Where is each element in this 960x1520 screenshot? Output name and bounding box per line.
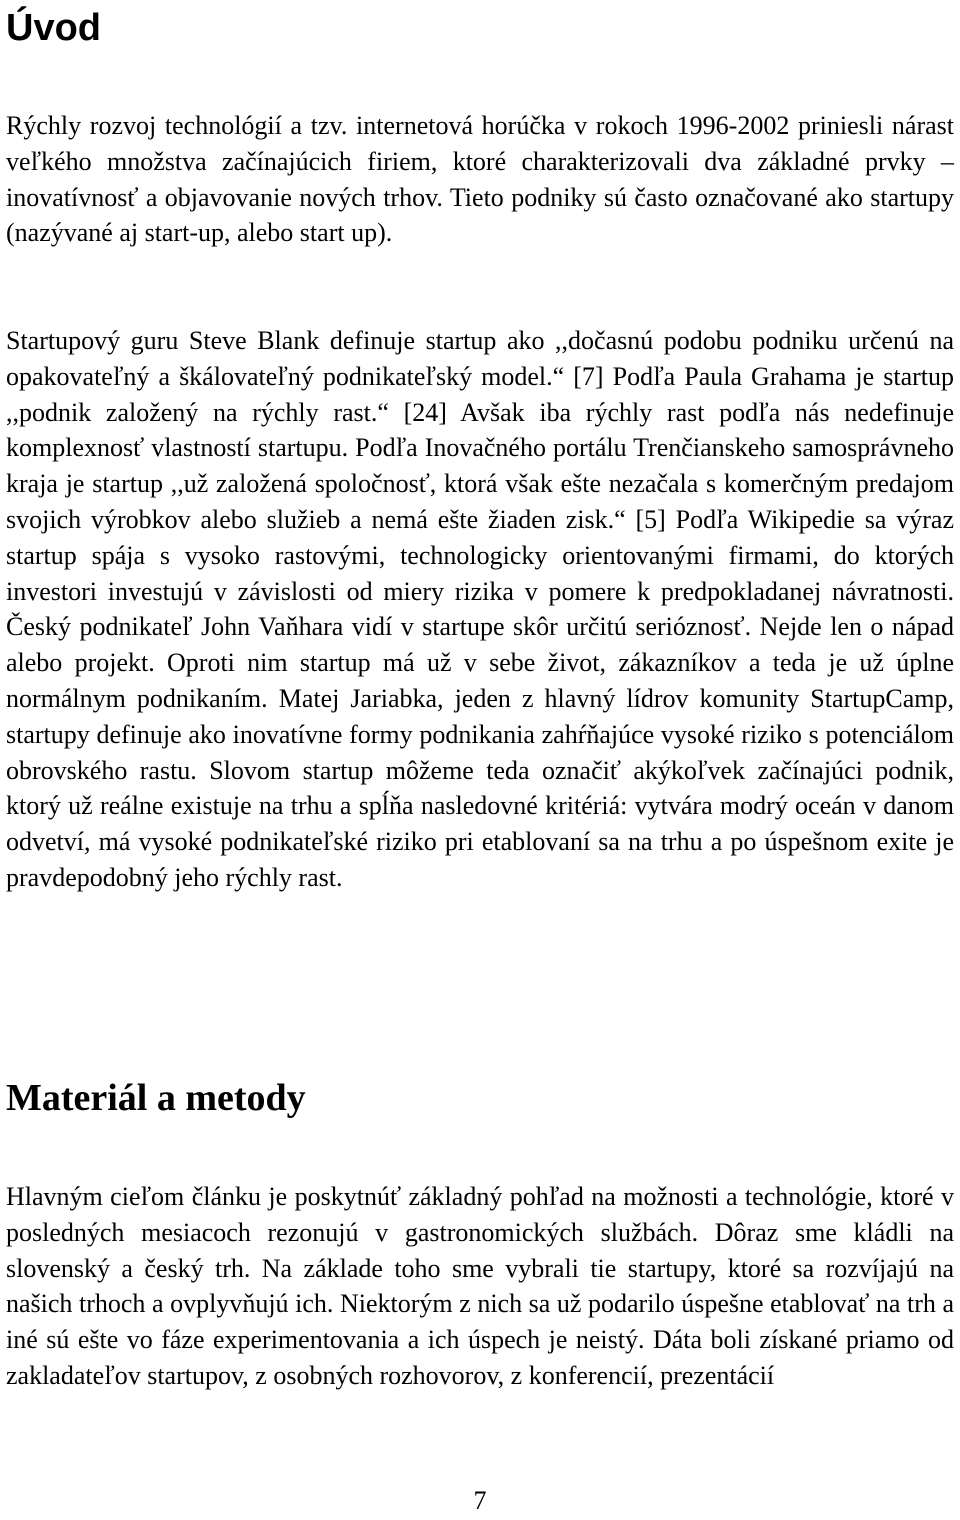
section-heading-methods: Materiál a metody xyxy=(6,1077,306,1119)
intro-paragraph-2: Startupový guru Steve Blank definuje startup ako ,,dočasnú podobu podniku určenú na opakovateľný a škálovateľný podnikateľský model.“ [7] Podľa Paula Grahama je startup ,,podnik založený na rýchly rast.“ [24] Avšak iba rýchly rast podľa nás nedefinuje komplexnosť vlastností startupu. Podľa Inovačného portálu Trenčianskeho samosprávneho kraja je startup ,,už založená spoločnosť, ktorá však ešte nezačala s komerčným predajom svojich výrobkov alebo služieb a nemá ešte žiaden zisk.“ [5] Podľa Wikipedie sa výraz startup spája s vysoko rastovými, technologicky orientovanými firmami, do ktorých investori investujú v závislosti od miery rizika v pomere k predpokladanej návratnosti. Český podnikateľ John Vaňhara vidí v startupe skôr určitú serióznosť. Nejde len o nápad alebo projekt. Oproti nim startup má už v sebe život, zákazníkov a teda je už úplne normálnym podnikaním. Matej Jariabka, jeden z hlavný lídrov komunity StartupCamp, startupy definuje ako inovatívne formy podnikania zahŕňajúce vysoké riziko s potenciálom obrovského rastu. Slovom startup môžeme teda označiť akýkoľvek začínajúci podnik, ktorý už reálne existuje na trhu a spĺňa nasledovné kritériá: vytvára modrý oceán v danom odvetví, má vysoké podnikateľské riziko pri etablovaní sa na trhu a po úspešnom exite je pravdepodobný jeho rýchly rast. xyxy=(6,326,954,892)
section-heading-intro: Úvod xyxy=(6,7,101,49)
intro-paragraph-1: Rýchly rozvoj technológií a tzv. internetová horúčka v rokoch 1996-2002 priniesli nárast veľkého množstva začínajúcich firiem, ktoré charakterizovali dva základné prvky – inovatívnosť a objavovanie nových trhov. Tieto podniky sú často označované ako startupy (nazývané aj start-up, alebo start up). xyxy=(6,111,954,248)
page-number: 7 xyxy=(473,1486,487,1515)
methods-paragraph-1: Hlavným cieľom článku je poskytnúť základný pohľad na možnosti a technológie, ktoré v posledných mesiacoch rezonujú v gastronomických službách. Dôraz sme kládli na slovenský a český trh. Na základe toho sme vybrali tie startupy, ktoré sa rozvíjajú na našich trhoch a ovplyvňujú ich. Niektorým z nich sa už podarilo úspešne etablovať na trh a iné sú ešte vo fáze experimentovania a ich úspech je neistý. Dáta boli získané priamo od zakladateľov startupov, z osobných rozhovorov, z konferencií, prezentácií xyxy=(6,1182,954,1390)
